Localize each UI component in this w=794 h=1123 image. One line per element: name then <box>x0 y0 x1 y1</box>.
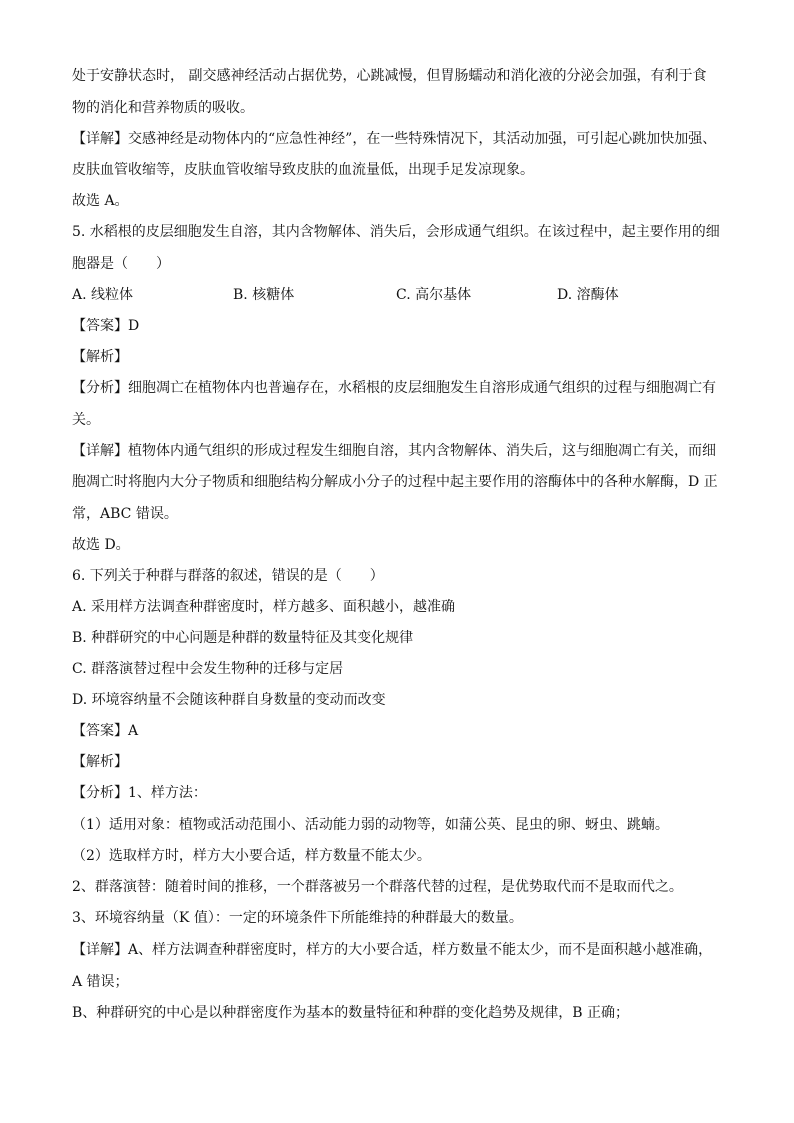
text-line: 故选 A。 <box>72 193 129 209</box>
q6-option-c: C. 群落演替过程中会发生物种的迁移与定居 <box>72 661 344 677</box>
text-line: （1）适用对象：植物或活动范围小、活动能力弱的动物等，如蒲公英、昆虫的卵、蚜虫、跳蝻。 <box>72 817 669 833</box>
text-line: 胞凋亡时将胞内大分子物质和细胞结构分解成小分子的过程中起主要作用的溶酶体中的各种水解酶，D 正 <box>72 474 718 490</box>
text-line: 【详解】A、样方法调查种群密度时，样方的大小要合适，样方数量不能太少，而不是面积越小越准确， <box>72 942 713 958</box>
text-line: 2、群落演替：随着时间的推移，一个群落被另一个群落代替的过程，是优势取代而不是取而代之。 <box>72 879 683 895</box>
text-line: 【分析】细胞凋亡在植物体内也普遍存在，水稻根的皮层细胞发生自溶形成通气组织的过程与细胞凋亡有 <box>72 380 716 396</box>
text-line: （2）选取样方时，样方大小要合适，样方数量不能太少。 <box>72 848 431 864</box>
text-line: 关。 <box>72 412 100 428</box>
text-line: 常，ABC 错误。 <box>72 506 178 522</box>
q5-option-b: B. 核糖体 <box>233 287 295 303</box>
text-line: 故选 D。 <box>72 537 130 553</box>
answer-label: 【答案】D <box>72 318 140 334</box>
text-line: 物的消化和营养物质的吸收。 <box>72 100 254 116</box>
question-5-stem-cont: 胞器是（ ） <box>72 256 170 272</box>
question-5-stem: 5. 水稻根的皮层细胞发生自溶，其内含物解体、消失后，会形成通气组织。在该过程中，起主要作用的细 <box>72 224 720 240</box>
text-line: 3、环境容纳量（K 值）：一定的环境条件下所能维持的种群最大的数量。 <box>72 910 523 926</box>
q6-option-d: D. 环境容纳量不会随该种群自身数量的变动而改变 <box>72 692 386 708</box>
text-line: 【分析】1、样方法： <box>72 785 207 801</box>
question-6-stem: 6. 下列关于种群与群落的叙述，错误的是（ ） <box>72 568 384 584</box>
text-line: B、种群研究的中心是以种群密度作为基本的数量特征和种群的变化趋势及规律，B 正确； <box>72 1005 630 1021</box>
text-line: 处于安静状态时， 副交感神经活动占据优势，心跳减慢，但胃肠蠕动和消化液的分泌会加强，有利于食 <box>72 68 707 84</box>
q6-option-a: A. 采用样方法调查种群密度时，样方越多、面积越小，越准确 <box>72 599 456 615</box>
q5-option-c: C. 高尔基体 <box>396 287 472 303</box>
q5-option-d: D. 溶酶体 <box>557 287 619 303</box>
answer-label: 【答案】A <box>72 723 139 739</box>
analysis-label: 【解析】 <box>72 754 128 770</box>
text-line: A 错误； <box>72 974 129 990</box>
analysis-label: 【解析】 <box>72 349 128 365</box>
q5-option-a: A. 线粒体 <box>72 287 134 303</box>
text-line: 【详解】植物体内通气组织的形成过程发生细胞自溶，其内含物解体、消失后，这与细胞凋亡有关，而细 <box>72 443 716 459</box>
q6-option-b: B. 种群研究的中心问题是种群的数量特征及其变化规律 <box>72 630 414 646</box>
text-line: 皮肤血管收缩等，皮肤血管收缩导致皮肤的血流量低，出现手足发凉现象。 <box>72 162 534 178</box>
text-line: 【详解】交感神经是动物体内的“应急性神经”，在一些特殊情况下，其活动加强，可引起心跳加快加强、 <box>72 131 717 147</box>
